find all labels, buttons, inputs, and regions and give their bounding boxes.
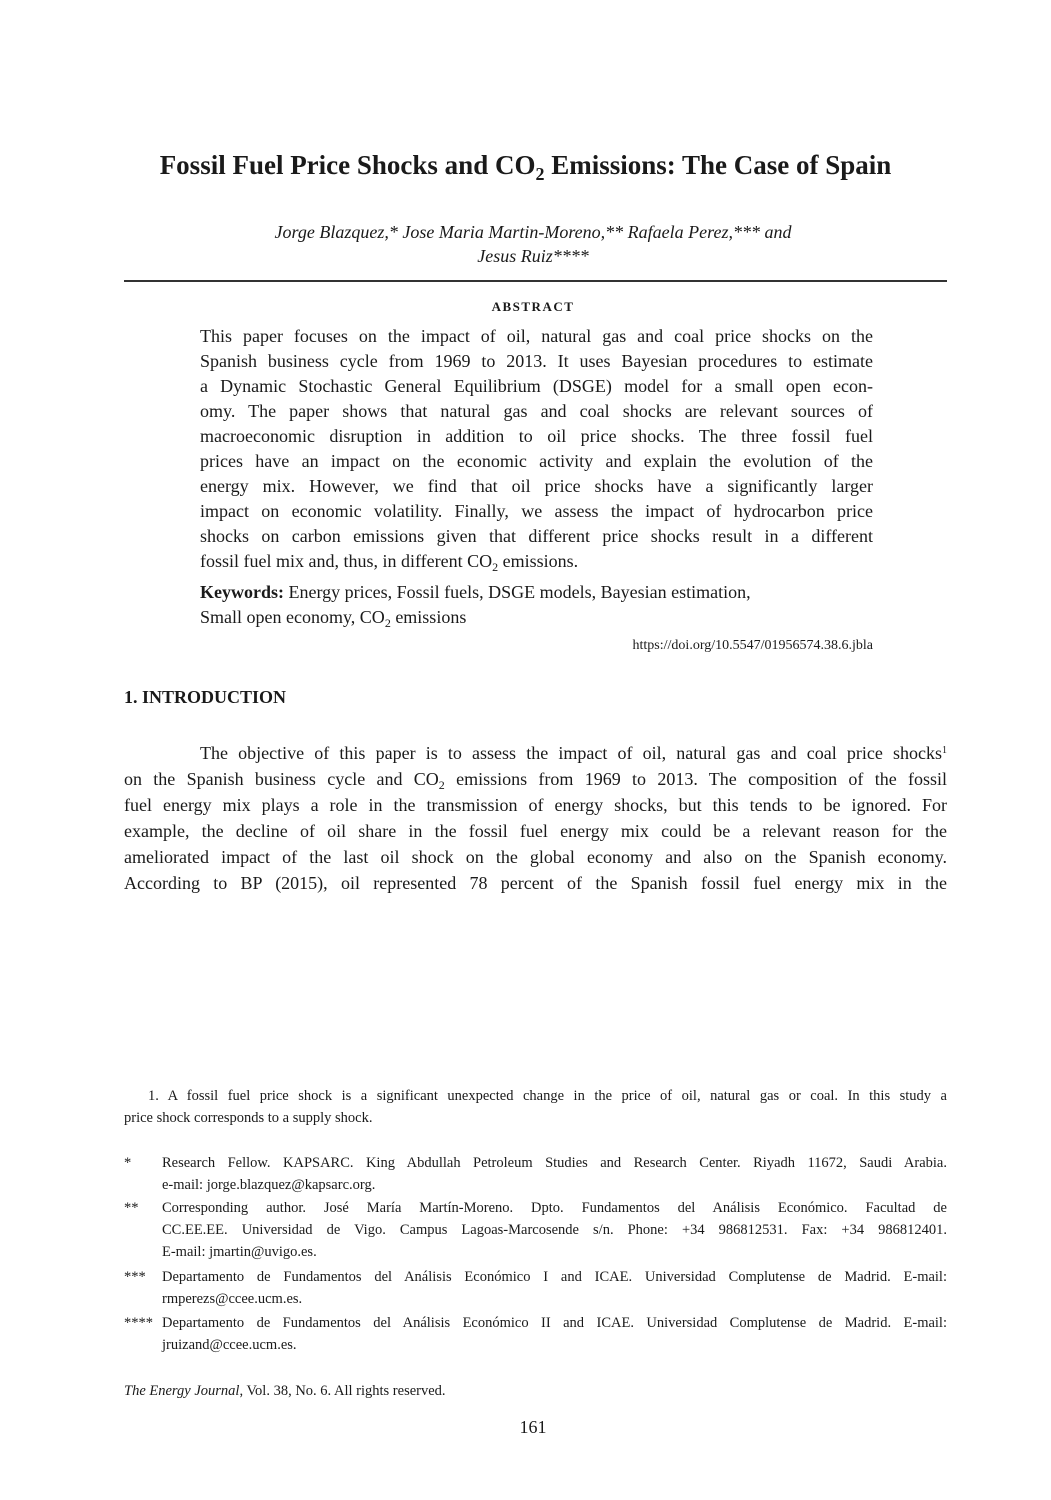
- header-divider: [124, 280, 947, 282]
- section-heading: 1. INTRODUCTION: [124, 687, 287, 707]
- intro-line: on the Spanish business cycle and $CO_2$ emissions from 1969 to 2013. The composition of the fossil: [124, 769, 947, 792]
- author-line-2: Jesus Ruiz****: [477, 246, 589, 266]
- abstract-line: omy. The paper shows that natural gas and coal shocks are relevant sources of: [200, 401, 873, 421]
- author-note-3: *** Departamento de Fundamentos del Análisis Económico I and ICAE. Universidad Complutense de Madrid. E-mail: rmperezs@ccee.ucm.es.: [124, 1269, 947, 1307]
- abstract-line: Spanish business cycle from 1969 to 2013. It uses Bayesian procedures to estimate: [200, 351, 873, 371]
- footnote-ref[interactable]: 1: [942, 745, 947, 756]
- intro-line: example, the decline of oil share in the fossil fuel energy mix could be a relevant reason for the: [124, 821, 947, 841]
- author-line-1: Jorge Blazquez,* Jose Maria Martin-Moreno,** Rafaela Perez,*** and: [274, 222, 792, 242]
- author-note-1: * Research Fellow. KAPSARC. King Abdullah Petroleum Studies and Research Center. Riyadh 11672, Saudi Arabia. e-mail: jorge.blazquez@kapsarc.org.: [124, 1155, 947, 1193]
- paper-title: Fossil Fuel Price Shocks and $CO_2$ Emissions: The Case of Spain: [159, 150, 892, 184]
- keywords: Keywords: Energy prices, Fossil fuels, DSGE models, Bayesian estimation, Small open economy, $CO_2$ emissions: [200, 582, 751, 630]
- author-list: [0, 220, 1051, 268]
- abstract-body: [200, 324, 873, 574]
- doi-link[interactable]: https://doi.org/10.5547/01956574.38.6.jbla: [632, 638, 873, 653]
- abstract-line: shocks on carbon emissions given that different price shocks result in a different: [200, 526, 873, 546]
- journal-citation: The Energy Journal, Vol. 38, No. 6. All rights reserved.: [124, 1383, 446, 1399]
- intro-line: ameliorated impact of the last oil shock on the global economy and also on the Spanish economy.: [124, 847, 947, 867]
- author-note-4: **** Departamento de Fundamentos del Análisis Económico II and ICAE. Universidad Complutense de Madrid. E-mail: jruizand@ccee.ucm.es.: [124, 1315, 947, 1353]
- intro-line: fuel energy mix plays a role in the transmission of energy shocks, but this tends to be ignored. For: [124, 795, 947, 815]
- abstract-line: prices have an impact on the economic activity and explain the evolution of the: [200, 451, 873, 471]
- abstract-line: a Dynamic Stochastic General Equilibrium (DSGE) model for a small open econ-: [200, 376, 873, 396]
- author-note-2: ** Corresponding author. José María Martín-Moreno. Dpto. Fundamentos del Análisis Económico. Facultad de CC.EE.EE. Universidad de Vigo. Campus Lagoas-Marcosende s/n. Phone: +34 986812531. Fax: +34 986812401. E-mail: jmartin@uvigo.es.: [124, 1200, 947, 1260]
- abstract-line: macroeconomic disruption in addition to oil price shocks. The three fossil fuel: [200, 426, 873, 446]
- intro-line: The objective of this paper is to assess the impact of oil, natural gas and coal price shocks$^1$: [200, 743, 947, 763]
- keywords-label: Keywords:: [200, 582, 284, 602]
- intro-paragraph: [124, 740, 947, 896]
- intro-line: According to BP (2015), oil represented 78 percent of the Spanish fossil fuel energy mix in the: [124, 873, 947, 893]
- abstract-heading: ABSTRACT: [491, 299, 575, 314]
- abstract-line: This paper focuses on the impact of oil, natural gas and coal price shocks on the: [200, 326, 873, 346]
- footnote-1: 1. A fossil fuel price shock is a significant unexpected change in the price of oil, natural gas or coal. In this study a price shock corresponds to a supply shock.: [124, 1088, 947, 1126]
- abstract-line: energy mix. However, we find that oil price shocks have a significantly larger: [200, 476, 873, 496]
- abstract-line: impact on economic volatility. Finally, we assess the impact of hydrocarbon price: [200, 501, 873, 521]
- abstract-line: fossil fuel mix and, thus, in different $CO_2$ emissions.: [200, 551, 579, 574]
- page-number: 161: [519, 1417, 547, 1437]
